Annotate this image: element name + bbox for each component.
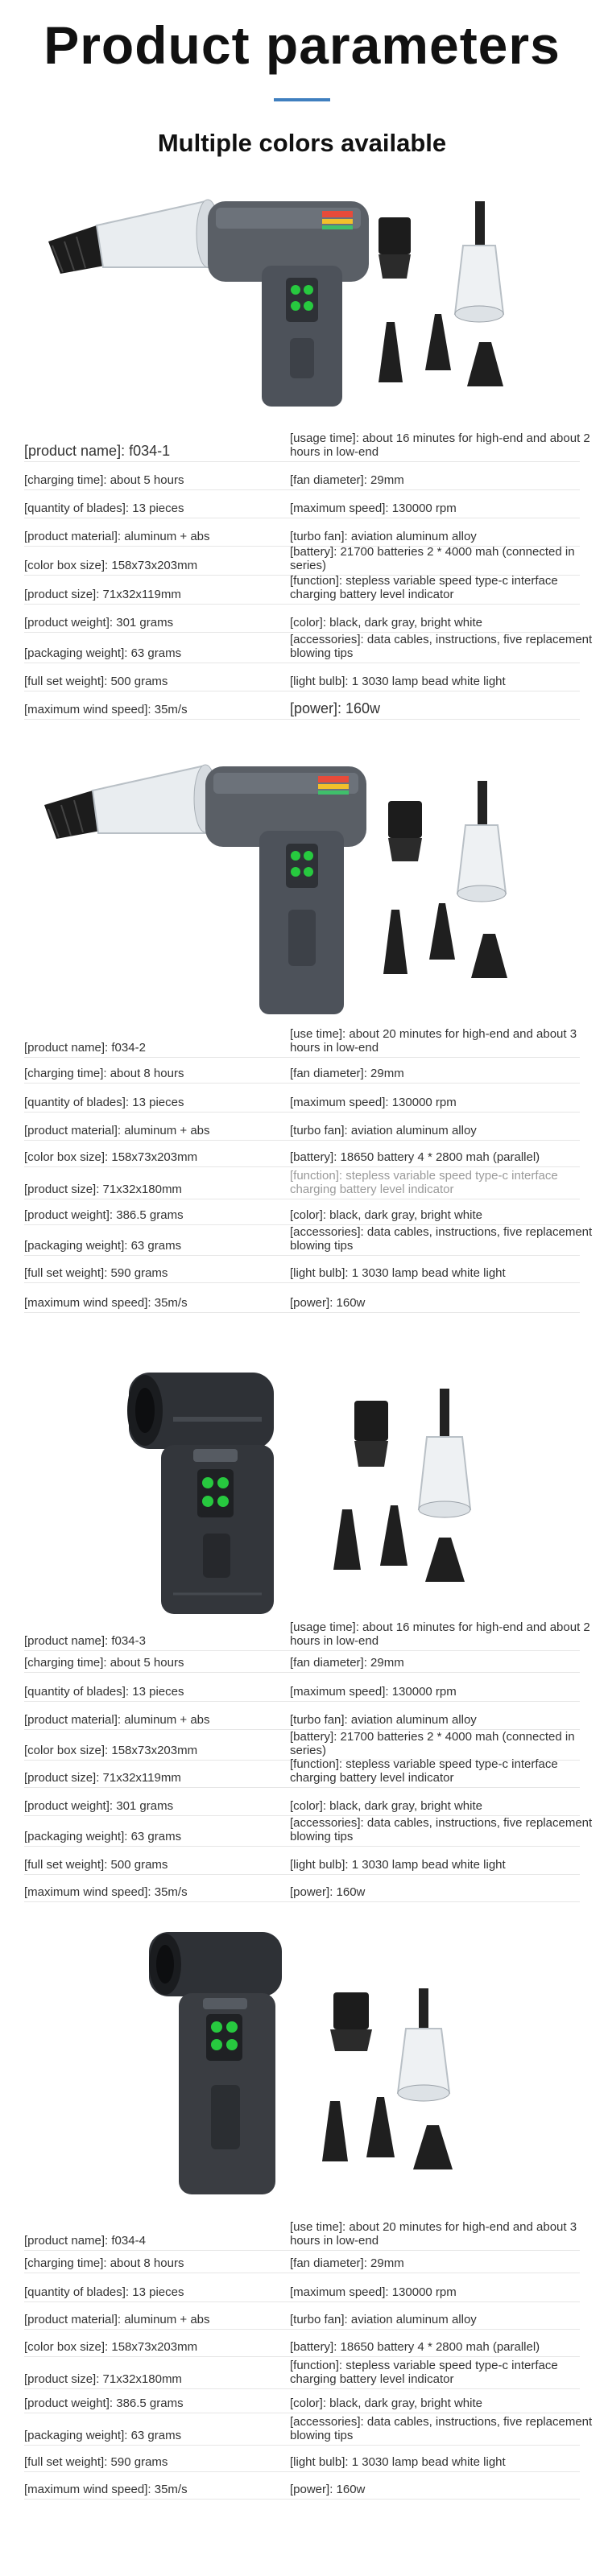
spec-row <box>24 2413 593 2446</box>
spec-left: [product size]: 71x32x180mm <box>24 1183 182 1196</box>
spec-row <box>24 461 580 490</box>
spec-left: [color box size]: 158x73x203mm <box>24 559 198 572</box>
spec-left: [product size]: 71x32x119mm <box>24 1771 181 1785</box>
spec-right: [power]: 160w <box>290 1296 366 1310</box>
spec-right: [maximum speed]: 130000 rpm <box>290 1096 457 1109</box>
spec-right: [maximum speed]: 130000 rpm <box>290 1685 457 1699</box>
spec-row <box>24 2445 580 2472</box>
spec-left: [maximum wind speed]: 35m/s <box>24 2483 188 2496</box>
spec-right: [color]: black, dark gray, bright white <box>290 1799 482 1813</box>
spec-left: [charging time]: about 5 hours <box>24 1656 184 1670</box>
accessory-tip-icon <box>425 314 451 370</box>
spec-row <box>24 604 580 633</box>
product-section-f034-3 <box>0 1360 604 1916</box>
spec-row <box>24 1199 580 1225</box>
spec-right: [use time]: about 20 minutes for high-end and about 3 hours in low-end <box>290 1027 577 1055</box>
accessory-tip-icon <box>429 903 455 960</box>
spec-right: [turbo fan]: aviation aluminum alloy <box>290 2313 477 2326</box>
accessory-tip-icon <box>322 2101 348 2161</box>
spec-right: [color]: black, dark gray, bright white <box>290 616 482 630</box>
spec-row <box>24 1112 580 1141</box>
spec-right: [accessories]: data cables, instructions, five replacement blowing tips <box>290 2415 593 2442</box>
spec-right: [usage time]: about 16 minutes for high-end and about 2 hours in low-end <box>290 1620 590 1648</box>
spec-row <box>24 1022 580 1058</box>
spec-row <box>24 1255 580 1283</box>
accessory-brush-icon <box>388 801 422 861</box>
accessory-tip-icon <box>383 910 407 974</box>
spec-right: [function]: stepless variable speed type-c interface charging battery level indicator <box>290 574 558 601</box>
spec-left: [packaging weight]: 63 grams <box>24 646 182 660</box>
spec-left: [product name]: f034-4 <box>24 2234 146 2248</box>
spec-row <box>24 2273 580 2302</box>
product-image-f034-4 <box>0 1924 604 2214</box>
spec-right: [light bulb]: 1 3030 lamp bead white light <box>290 675 506 688</box>
spec-right: [fan diameter]: 29mm <box>290 1067 404 1080</box>
spec-right: [light bulb]: 1 3030 lamp bead white light <box>290 1266 506 1280</box>
spec-left: [maximum wind speed]: 35m/s <box>24 703 188 716</box>
product-section-f034-1 <box>0 177 604 724</box>
accessory-brush-icon <box>379 217 411 279</box>
spec-left: [product name]: f034-2 <box>24 1041 146 1055</box>
product-section-f034-2 <box>0 749 604 1312</box>
spec-row <box>24 2301 580 2330</box>
spec-left: [product material]: aluminum + abs <box>24 2313 210 2326</box>
spec-left: [product material]: aluminum + abs <box>24 530 210 543</box>
spec-left: [product weight]: 301 grams <box>24 616 174 630</box>
spec-right: [accessories]: data cables, instructions, five replacement blowing tips <box>290 633 593 660</box>
accessory-tip-icon <box>366 2097 395 2157</box>
spec-right: [battery]: 18650 battery 4 * 2800 mah (parallel) <box>290 1150 540 1164</box>
spec-row <box>24 1140 580 1167</box>
spec-right: [battery]: 18650 battery 4 * 2800 mah (parallel) <box>290 2340 540 2354</box>
spec-left: [full set weight]: 590 grams <box>24 2455 168 2469</box>
spec-right: [color]: black, dark gray, bright white <box>290 1208 482 1222</box>
product-section-f034-4 <box>0 1924 604 2568</box>
brush-nozzle-icon <box>48 225 105 274</box>
spec-left: [packaging weight]: 63 grams <box>24 1239 182 1253</box>
accessory-tip-icon <box>425 1538 465 1582</box>
spec-row <box>24 1057 580 1084</box>
spec-left: [charging time]: about 8 hours <box>24 2256 184 2270</box>
spec-row <box>24 575 580 605</box>
spec-left: [product material]: aluminum + abs <box>24 1713 210 1727</box>
spec-row <box>24 423 590 462</box>
spec-row <box>24 1083 580 1113</box>
spec-left: [product weight]: 301 grams <box>24 1799 174 1813</box>
product-image-f034-3 <box>0 1360 604 1626</box>
accessory-cup-icon <box>398 1988 449 2101</box>
spec-right: [light bulb]: 1 3030 lamp bead white light <box>290 1858 506 1872</box>
spec-left: [color box size]: 158x73x203mm <box>24 1150 198 1164</box>
spec-left: [full set weight]: 500 grams <box>24 675 168 688</box>
spec-right: [function]: stepless variable speed type-c interface charging battery level indicator <box>290 1757 558 1785</box>
spec-right: [power]: 160w <box>290 1885 366 1899</box>
title-accent-bar <box>274 98 330 101</box>
spec-right: [function]: stepless variable speed type-c interface charging battery level indicator <box>290 2359 558 2386</box>
accessory-tip-icon <box>413 2125 453 2169</box>
spec-left: [quantity of blades]: 13 pieces <box>24 1096 184 1109</box>
page-subtitle: Multiple colors available <box>157 129 447 157</box>
spec-left: [quantity of blades]: 13 pieces <box>24 2285 184 2299</box>
spec-left: [product size]: 71x32x119mm <box>24 588 181 601</box>
spec-right: [color]: black, dark gray, bright white <box>290 2396 482 2410</box>
spec-right: [usage time]: about 16 minutes for high-end and about 2 hours in low-end <box>290 431 590 459</box>
spec-row <box>24 2218 580 2251</box>
spec-right: [accessories]: data cables, instructions, five replacement blowing tips <box>290 1816 593 1843</box>
spec-row <box>24 518 580 547</box>
spec-left: [color box size]: 158x73x203mm <box>24 1744 198 1757</box>
spec-row <box>24 1650 580 1673</box>
spec-right: [fan diameter]: 29mm <box>290 2256 404 2270</box>
spec-row <box>24 1224 593 1256</box>
spec-row <box>24 1757 580 1788</box>
spec-right: [turbo fan]: aviation aluminum alloy <box>290 1124 477 1137</box>
spec-row <box>24 691 580 720</box>
spec-right: [maximum speed]: 130000 rpm <box>290 2285 457 2299</box>
spec-row <box>24 2250 580 2273</box>
spec-row <box>24 1672 580 1702</box>
spec-row <box>24 1815 593 1847</box>
spec-right: [turbo fan]: aviation aluminum alloy <box>290 530 477 543</box>
spec-row <box>24 1166 580 1199</box>
spec-left: [packaging weight]: 63 grams <box>24 2429 182 2442</box>
spec-right: [turbo fan]: aviation aluminum alloy <box>290 1713 477 1727</box>
spec-right: [battery]: 21700 batteries 2 * 4000 mah (connected in series) <box>290 545 575 572</box>
spec-left: [product material]: aluminum + abs <box>24 1124 210 1137</box>
accessory-tip-icon <box>380 1505 407 1566</box>
spec-right: [power]: 160w <box>290 700 381 716</box>
spec-left: [full set weight]: 500 grams <box>24 1858 168 1872</box>
accessory-brush-icon <box>354 1401 388 1467</box>
accessory-tip-icon <box>379 322 403 382</box>
accessory-cup-icon <box>419 1389 470 1517</box>
spec-right: [battery]: 21700 batteries 2 * 4000 mah (connected in series) <box>290 1730 575 1757</box>
spec-row <box>24 1282 580 1313</box>
brush-nozzle-icon <box>44 791 101 839</box>
spec-left: [full set weight]: 590 grams <box>24 1266 168 1280</box>
spec-row <box>24 1620 590 1651</box>
spec-row <box>24 1787 580 1816</box>
spec-left: [maximum wind speed]: 35m/s <box>24 1885 188 1899</box>
spec-row <box>24 2471 580 2500</box>
product-image-f034-1 <box>0 177 604 419</box>
accessory-cup-icon <box>457 781 506 902</box>
page-title: Product parameters <box>43 15 561 75</box>
spec-row <box>24 663 580 691</box>
accessory-tip-icon <box>333 1509 361 1570</box>
spec-left: [product weight]: 386.5 grams <box>24 1208 184 1222</box>
accessory-brush-icon <box>330 1992 372 2051</box>
spec-right: [accessories]: data cables, instructions, five replacement blowing tips <box>290 1225 593 1253</box>
spec-left: [quantity of blades]: 13 pieces <box>24 1685 184 1699</box>
spec-row <box>24 1846 580 1875</box>
spec-right: [maximum speed]: 130000 rpm <box>290 502 457 515</box>
spec-left: [product name]: f034-1 <box>24 443 171 459</box>
spec-right: [light bulb]: 1 3030 lamp bead white light <box>290 2455 506 2469</box>
spec-left: [product weight]: 386.5 grams <box>24 2396 184 2410</box>
spec-row <box>24 1874 580 1902</box>
spec-right: [power]: 160w <box>290 2483 366 2496</box>
spec-row <box>24 2388 580 2413</box>
accessory-tip-icon <box>467 342 503 386</box>
spec-right: [use time]: about 20 minutes for high-end and about 3 hours in low-end <box>290 2220 577 2248</box>
spec-row <box>24 2356 580 2389</box>
spec-row <box>24 2329 580 2357</box>
accessory-tip-icon <box>471 934 507 978</box>
spec-row <box>24 489 580 518</box>
spec-left: [charging time]: about 8 hours <box>24 1067 184 1080</box>
spec-row <box>24 1729 580 1761</box>
spec-row <box>24 546 580 576</box>
spec-row <box>24 1701 580 1730</box>
accessory-cup-icon <box>455 201 503 322</box>
spec-left: [maximum wind speed]: 35m/s <box>24 1296 188 1310</box>
spec-left: [product name]: f034-3 <box>24 1634 146 1648</box>
product-image-f034-2 <box>0 749 604 1014</box>
spec-left: [quantity of blades]: 13 pieces <box>24 502 184 515</box>
spec-right: [fan diameter]: 29mm <box>290 1656 404 1670</box>
spec-left: [charging time]: about 5 hours <box>24 473 184 487</box>
spec-right: [fan diameter]: 29mm <box>290 473 404 487</box>
spec-right: [function]: stepless variable speed type-c interface charging battery level indicator <box>290 1169 558 1196</box>
spec-row <box>24 632 593 663</box>
spec-left: [color box size]: 158x73x203mm <box>24 2340 198 2354</box>
spec-left: [product size]: 71x32x180mm <box>24 2372 182 2386</box>
spec-left: [packaging weight]: 63 grams <box>24 1830 182 1843</box>
